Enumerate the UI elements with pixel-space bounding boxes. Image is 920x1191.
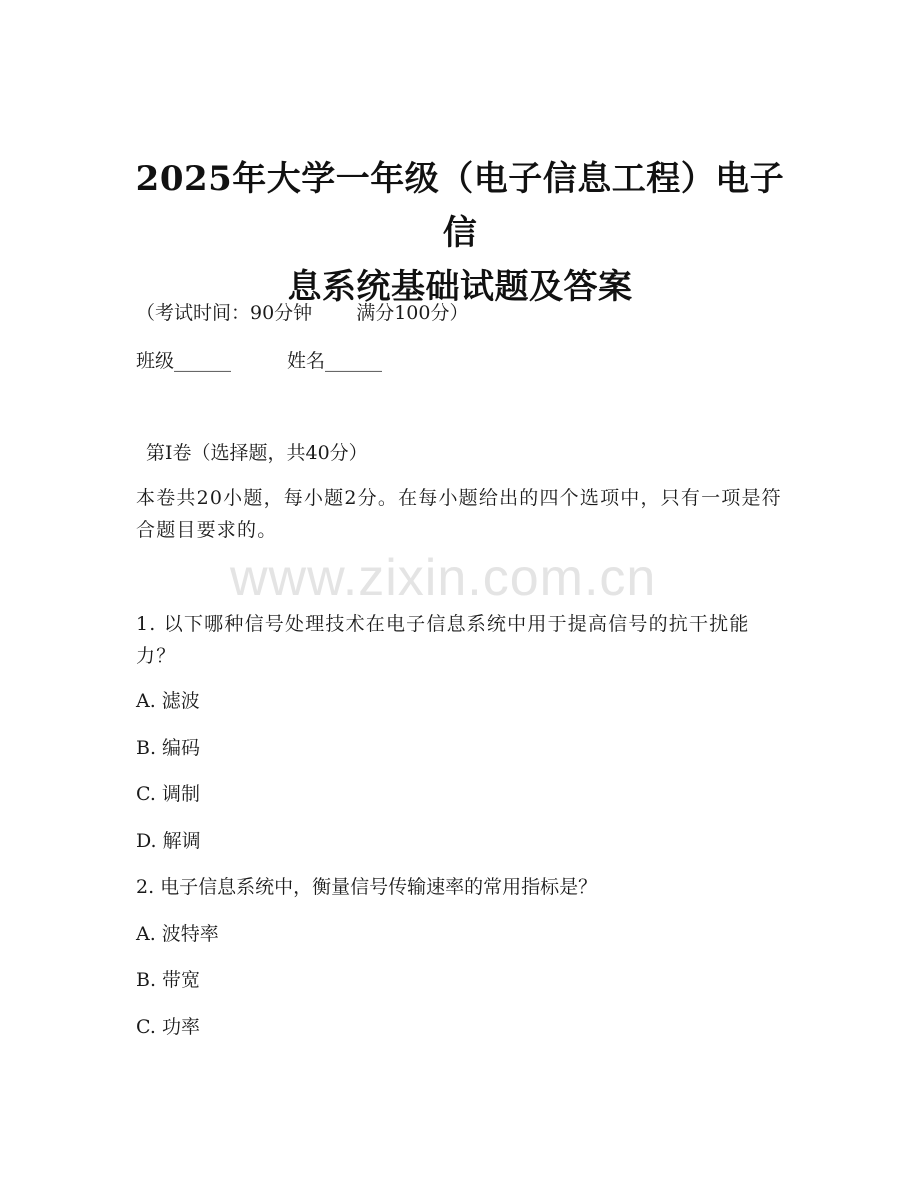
- exam-info: [136, 298, 468, 328]
- question-1-stem: 1. 以下哪种信号处理技术在电子信息系统中用于提高信号的抗干扰能力？: [136, 613, 750, 667]
- question-1-option-b: B. 编码: [136, 737, 201, 759]
- watermark: www.zixin.com.cn: [230, 549, 657, 607]
- section-header: 第Ⅰ卷（选择题，共40分）: [146, 442, 368, 464]
- class-field: 班级______: [136, 350, 232, 372]
- title-line-2: 息系统基础试题及答案: [287, 267, 633, 307]
- question-1-option-d: D. 解调: [136, 830, 201, 852]
- name-field: 姓名______: [287, 350, 383, 372]
- full-score: 满分100分）: [356, 302, 469, 324]
- question-2-option-a: A. 波特率: [136, 923, 219, 945]
- document-title: [120, 152, 800, 314]
- question-2-option-b: B. 带宽: [136, 969, 201, 991]
- question-2-option-c: C. 功率: [136, 1016, 200, 1038]
- student-info: [136, 346, 382, 376]
- question-1-option-a: A. 滤波: [136, 690, 200, 712]
- question-1-option-c: C. 调制: [136, 783, 200, 805]
- title-line-1: 2025年大学一年级（电子信息工程）电子信: [135, 159, 785, 253]
- question-2-stem: 2. 电子信息系统中，衡量信号传输速率的常用指标是？: [136, 876, 598, 898]
- exam-time: （考试时间：90分钟: [136, 302, 313, 324]
- instructions: 本卷共20小题，每小题2分。在每小题给出的四个选项中，只有一项是符合题目要求的。: [136, 487, 782, 541]
